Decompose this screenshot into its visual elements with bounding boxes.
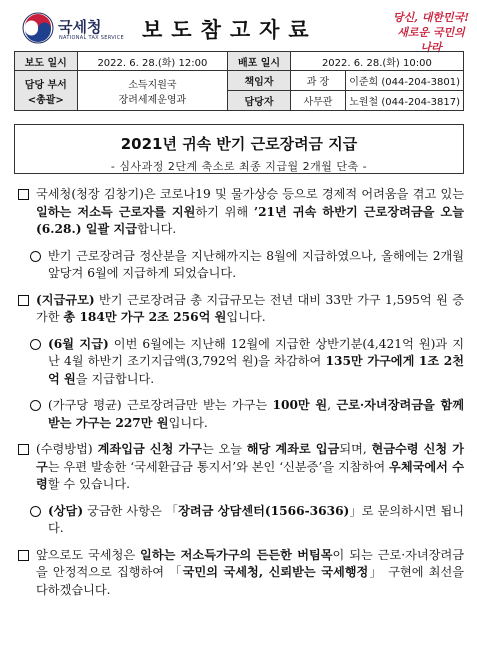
text: , <box>327 398 337 412</box>
report-time-label: 보도 일시 <box>15 52 78 71</box>
department-label-line-2: <총괄> <box>27 94 64 106</box>
emphasis: 국민의 국세청, 신뢰받는 국세행정 <box>182 565 369 579</box>
emphasis: 일하는 저소득 근로자를 지원 <box>36 204 196 219</box>
text: 입니다. <box>226 310 266 324</box>
staff-title: 사무관 <box>290 91 345 111</box>
department-value <box>77 71 228 111</box>
text: 이 되는 근로·자녀장려금을 안정적으로 집행하여 「 <box>36 547 465 579</box>
circle-bullet-icon <box>30 248 41 266</box>
paragraph-scale <box>14 292 464 327</box>
emphasis: (6월 지급) <box>48 336 109 351</box>
text: 는 오늘 <box>202 442 247 456</box>
headline-box <box>14 124 464 174</box>
text: 국세청(청장 김창기)은 코로나19 및 물가상승 등으로 경제적 어려움을 겪고 있는 <box>36 187 464 201</box>
paragraph-june-payment <box>14 336 464 389</box>
press-header <box>14 6 470 54</box>
article-body <box>14 186 464 608</box>
department-value-line-2: 장려세제운영과 <box>118 94 187 106</box>
emphasis: 135만 가구에게 1조 2천억 원 <box>48 354 464 386</box>
subheadline: - 심사과정 2단계 축소로 최종 지급월 2개월 단축 - <box>110 160 368 173</box>
department-label-line-1: 담당 부서 <box>24 79 67 91</box>
circle-bullet-icon <box>30 336 41 354</box>
emphasis: 일하는 저소득가구의 든든한 버팀목 <box>140 547 333 562</box>
department-label <box>15 71 78 111</box>
text: 하기 위해 <box>195 204 254 219</box>
text: (가구당 평균) <box>48 398 122 412</box>
paragraph-consultation <box>14 503 464 538</box>
text: 」 구현에 최선을 다하겠습니다. <box>36 565 465 597</box>
department-value-line-1: 소득지원국 <box>128 79 177 91</box>
emphasis: 100만 원 <box>272 398 328 412</box>
text: 근로장려금만 받는 가구는 <box>121 398 273 412</box>
text: (수령방법) <box>36 442 93 456</box>
emphasis: (지급규모) <box>36 292 95 307</box>
text: 할 수 있습니다. <box>47 477 131 491</box>
paragraph-closing <box>14 547 464 600</box>
emphasis: ’21년 귀속 하반기 근로장려금을 오늘(6.28.) 일괄 지급 <box>36 204 465 236</box>
slogan-line-1: 당신, 대한민국! <box>392 11 470 24</box>
paragraph-schedule <box>14 248 464 283</box>
text: 궁금한 사항은 「 <box>83 503 179 518</box>
nts-logo-icon <box>22 12 54 44</box>
agency-name-en: NATIONAL TAX SERVICE <box>59 35 124 41</box>
circle-bullet-icon <box>30 397 41 415</box>
text: 이번 6월에는 지난해 12월에 지급한 상반기분(4,421억 원)과 지난 4월 하반기 조기지급액(3,792억 원)을 차감하여 <box>48 336 465 368</box>
square-bullet-icon <box>18 441 29 459</box>
paragraph-receipt-method <box>14 441 464 494</box>
press-info-table <box>14 51 464 111</box>
slogan <box>390 10 472 55</box>
circle-bullet-icon <box>30 503 41 521</box>
emphasis: 총 184만 가구 2조 256억 원 <box>63 310 227 324</box>
paragraph-household-average <box>14 397 464 432</box>
distribution-time-value: 2022. 6. 28.(화) 10:00 <box>290 52 463 71</box>
agency-name: 국세청 <box>58 18 102 36</box>
text: 을 지급합니다. <box>75 371 155 386</box>
emphasis: 계좌입금 신청 가구 <box>92 442 203 456</box>
emphasis: (상담) <box>48 503 84 518</box>
text: 입니다. <box>168 415 208 430</box>
square-bullet-icon <box>18 292 29 310</box>
document-type-title: 보도참고자료 <box>142 18 318 42</box>
emphasis: 근로·자녀장려금을 함께 받는 가구는 227만 원 <box>48 398 465 430</box>
emphasis: 해당 계좌로 입금 <box>246 442 340 456</box>
square-bullet-icon <box>18 186 29 204</box>
report-time-value: 2022. 6. 28.(화) 12:00 <box>77 52 228 71</box>
emphasis: 장려금 상담센터(1566-3636) <box>178 503 350 518</box>
responsible-contact: 이준희 (044-204-3801) <box>346 71 464 91</box>
slogan-line-2: 새로운 국민의 나라 <box>397 26 465 54</box>
text: 반기 근로장려금 총 지급규모는 전년 대비 33만 가구 1,595억 원 증가한 <box>36 292 464 324</box>
text: 앞으로도 국세청은 <box>36 547 141 562</box>
responsible-label: 책임자 <box>228 71 291 91</box>
text: 합니다. <box>137 222 177 236</box>
distribution-time-label: 배포 일시 <box>228 52 291 71</box>
emphasis: 우체국에서 수령 <box>36 459 464 491</box>
text: 는 우편 발송한 ‘국세환급금 통지서’와 본인 ‘신분증’을 지참하여 <box>47 459 390 474</box>
emphasis: 현금수령 신청 가구 <box>36 442 464 474</box>
staff-contact: 노원철 (044-204-3817) <box>346 91 464 111</box>
square-bullet-icon <box>18 547 29 565</box>
paragraph-overview <box>14 186 464 239</box>
text: 반기 근로장려금 정산분을 지난해까지는 8월에 지급하였으나, 올해에는 2개월 앞당겨 6월에 지급하게 되었습니다. <box>48 248 464 280</box>
responsible-title: 과 장 <box>290 71 345 91</box>
staff-label: 담당자 <box>228 91 291 111</box>
text: 」로 문의하시면 됩니다. <box>48 503 464 535</box>
headline: 2021년 귀속 반기 근로장려금 지급 <box>120 135 358 153</box>
text: 되며, <box>339 442 372 456</box>
